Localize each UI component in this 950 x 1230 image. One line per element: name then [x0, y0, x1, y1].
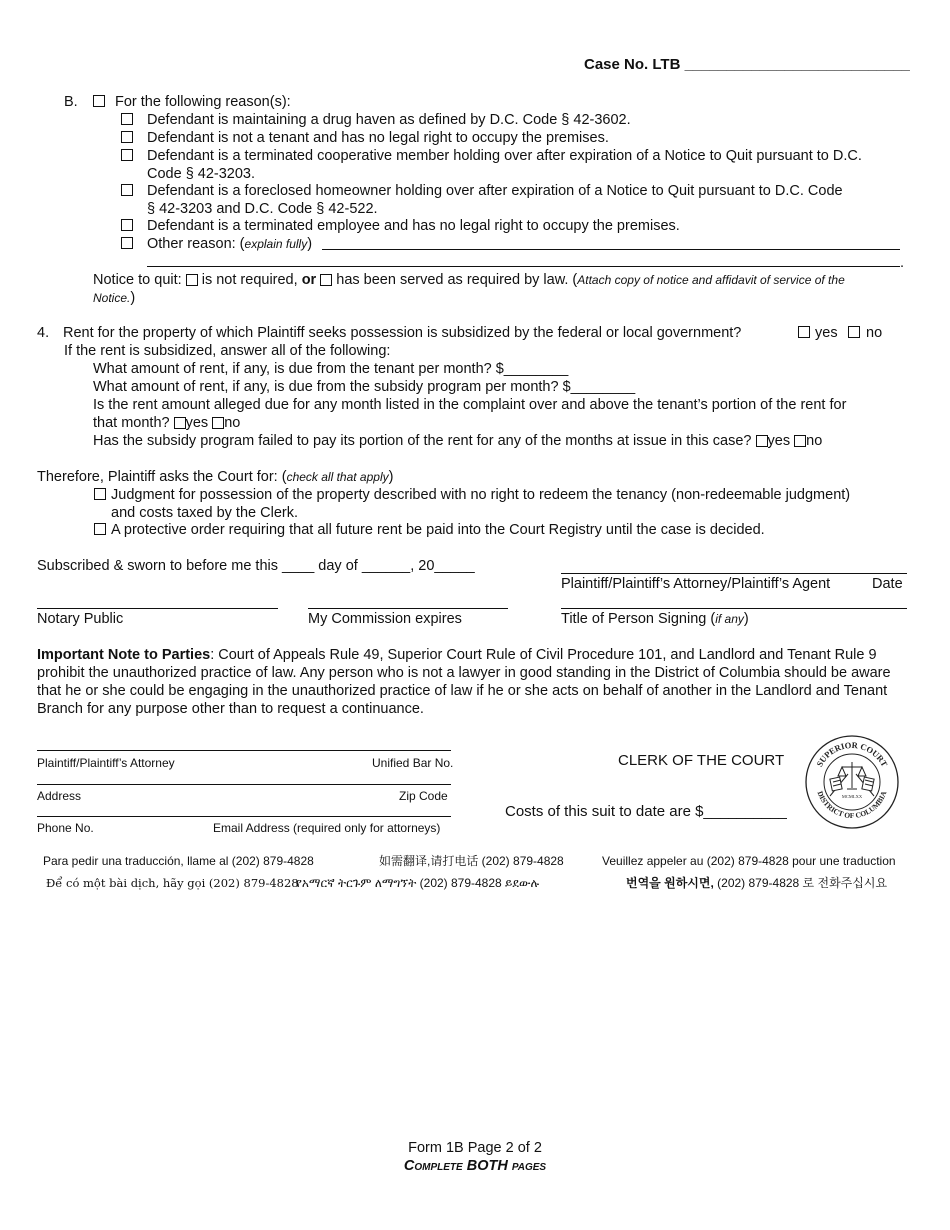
complete-both-pages: Complete BOTH pages — [403, 1158, 547, 1174]
notice-not-required-checkbox[interactable] — [186, 274, 198, 286]
address-line[interactable] — [37, 784, 451, 785]
reason-foreclosed-cont: § 42-3203 and D.C. Code § 42-522. — [147, 201, 378, 217]
subsidy-no-checkbox[interactable] — [848, 326, 860, 338]
seal-scales-icon — [838, 762, 866, 789]
reason-not-tenant: Defendant is not a tenant and has no legal right to occupy the premises. — [147, 130, 609, 146]
other-reason-line[interactable] — [322, 249, 900, 250]
other-reason-line-2[interactable] — [147, 266, 900, 267]
over-portion-yes-checkbox[interactable] — [174, 417, 186, 429]
date-label: Date — [872, 576, 903, 592]
cooperative-checkbox[interactable] — [121, 149, 133, 161]
over-portion-no-checkbox[interactable] — [212, 417, 224, 429]
translation-korean: 번역을 원하시면, (202) 879-4828 로 전화주십시요 — [626, 876, 888, 890]
phone-line[interactable] — [37, 816, 451, 817]
commission-line[interactable] — [308, 608, 508, 609]
sworn-statement: Subscribed & sworn to before me this ____ day of ______, 20_____ — [37, 558, 475, 574]
foreclosed-checkbox[interactable] — [121, 184, 133, 196]
other-reason-checkbox[interactable] — [121, 237, 133, 249]
translation-french: Veuillez appeler au (202) 879-4828 pour une traduction — [602, 854, 896, 868]
attorney-line[interactable] — [37, 750, 451, 751]
translation-vietnamese: Để có một bài dịch, hãy gọi (202) 879-4828 — [46, 876, 299, 890]
seal-top-text: SUPERIOR COURT — [814, 739, 890, 769]
protective-order-option: A protective order requiring that all future rent be paid into the Court Registry until the case is decided. — [111, 522, 765, 538]
bar-no-label: Unified Bar No. — [372, 756, 454, 770]
title-line[interactable] — [561, 608, 907, 609]
subsidy-yes-label: yes — [815, 325, 838, 341]
email-label: Email Address (required only for attorneys) — [213, 821, 441, 835]
notice-served-checkbox[interactable] — [320, 274, 332, 286]
reason-foreclosed: Defendant is a foreclosed homeowner holding over after expiration of a Notice to Quit pursuant to D.C. Code — [147, 183, 843, 199]
not-tenant-checkbox[interactable] — [121, 131, 133, 143]
subsidy-no-label: no — [866, 325, 883, 341]
translation-amharic: የአማርኛ ትርጉም ለማግኘት (202) 879-4828 ይደውሉ — [296, 876, 540, 890]
other-reason-label: Other reason: (explain fully) — [147, 236, 313, 252]
case-number: Case No. LTB ___________________________ — [584, 56, 910, 73]
period-mark: . — [900, 255, 905, 271]
subsidy-failed-yes-checkbox[interactable] — [756, 435, 768, 447]
address-label: Address — [37, 789, 82, 803]
form-page-number: Form 1B Page 2 of 2 — [408, 1140, 542, 1156]
terminated-employee-checkbox[interactable] — [121, 219, 133, 231]
judgment-checkbox[interactable] — [94, 488, 106, 500]
drug-haven-checkbox[interactable] — [121, 113, 133, 125]
clerk-title: CLERK OF THE COURT — [618, 752, 785, 769]
translation-spanish: Para pedir una traducción, llame al (202) 879-4828 — [43, 854, 314, 868]
plaintiff-attorney-label: Plaintiff/Plaintiff’s Attorney — [37, 756, 175, 770]
seal-bottom-text: DISTRICT OF COLUMBIA — [815, 789, 889, 821]
subsidy-rent-question: What amount of rent, if any, is due from the subsidy program per month? $________ — [93, 379, 636, 395]
seal-year-text: MCMLXX — [841, 794, 863, 799]
subsidy-failed-no-checkbox[interactable] — [794, 435, 806, 447]
costs-line: Costs of this suit to date are $__________ — [505, 803, 787, 820]
plaintiff-agent-label: Plaintiff/Plaintiff’s Attorney/Plaintiff’s Agent — [561, 576, 831, 592]
title-signing-label: Title of Person Signing (if any) — [561, 611, 749, 627]
notice-attach-cont: Notice.) — [93, 290, 136, 306]
notary-line[interactable] — [37, 608, 278, 609]
subsidy-yes-checkbox[interactable] — [798, 326, 810, 338]
if-subsidized: If the rent is subsidized, answer all of the following: — [64, 343, 391, 359]
subsidy-failed-question: Has the subsidy program failed to pay its portion of the rent for any of the months at issue in this case? yes no — [93, 433, 823, 449]
notice-to-quit: Notice to quit: is not required, or has been served as required by law. (Attach copy of notice and affidavit of service of the — [93, 272, 845, 288]
reason-drug-haven: Defendant is maintaining a drug haven as defined by D.C. Code § 42-3602. — [147, 112, 631, 128]
tenant-rent-question: What amount of rent, if any, is due from the tenant per month? $________ — [93, 361, 569, 377]
translation-chinese: 如需翻译,请打电话 (202) 879-4828 — [379, 854, 564, 868]
important-note: Important Note to Parties: Court of Appeals Rule 49, Superior Court Rule of Civil Procedure 101, and Landlord and Tenant Rule 9 prohibit the unauthorized practice of law. Any person who is not a lawyer in good standing in the District of Columbia should be aware that he or she could be engaging in the unauthorized practice of law if he or she acts on behalf of another in the Landlord and Tenant Branch for any purpose other than to request a continuance. — [37, 647, 891, 717]
that-month-line: that month? yes no — [93, 415, 241, 431]
reason-terminated-employee: Defendant is a terminated employee and has no legal right to occupy the premises. — [147, 218, 680, 234]
protective-order-checkbox[interactable] — [94, 523, 106, 535]
section-b-label: B. — [64, 94, 78, 110]
reason-cooperative: Defendant is a terminated cooperative member holding over after expiration of a Notice to Quit pursuant to D.C. — [147, 148, 862, 164]
therefore-intro: Therefore, Plaintiff asks the Court for: (check all that apply) — [37, 469, 394, 485]
subsidy-question: Rent for the property of which Plaintiff seeks possession is subsidized by the federal or local government? — [63, 325, 742, 341]
reason-checkbox[interactable] — [93, 95, 105, 107]
rent-over-portion-question: Is the rent amount alleged due for any month listed in the complaint over and above the tenant’s portion of the rent for — [93, 397, 847, 413]
notary-label: Notary Public — [37, 611, 124, 627]
judgment-option: Judgment for possession of the property described with no right to redeem the tenancy (non-redeemable judgment) — [111, 487, 851, 503]
commission-label: My Commission expires — [308, 611, 462, 627]
section-b-intro: For the following reason(s): — [115, 94, 291, 110]
phone-label: Phone No. — [37, 821, 94, 835]
zip-label: Zip Code — [399, 789, 448, 803]
judgment-option-cont: and costs taxed by the Clerk. — [111, 505, 298, 521]
reason-cooperative-cont: Code § 42-3203. — [147, 166, 256, 182]
section-4-number: 4. — [37, 325, 50, 341]
court-seal-icon — [804, 734, 900, 830]
plaintiff-signature-line[interactable] — [561, 573, 907, 574]
